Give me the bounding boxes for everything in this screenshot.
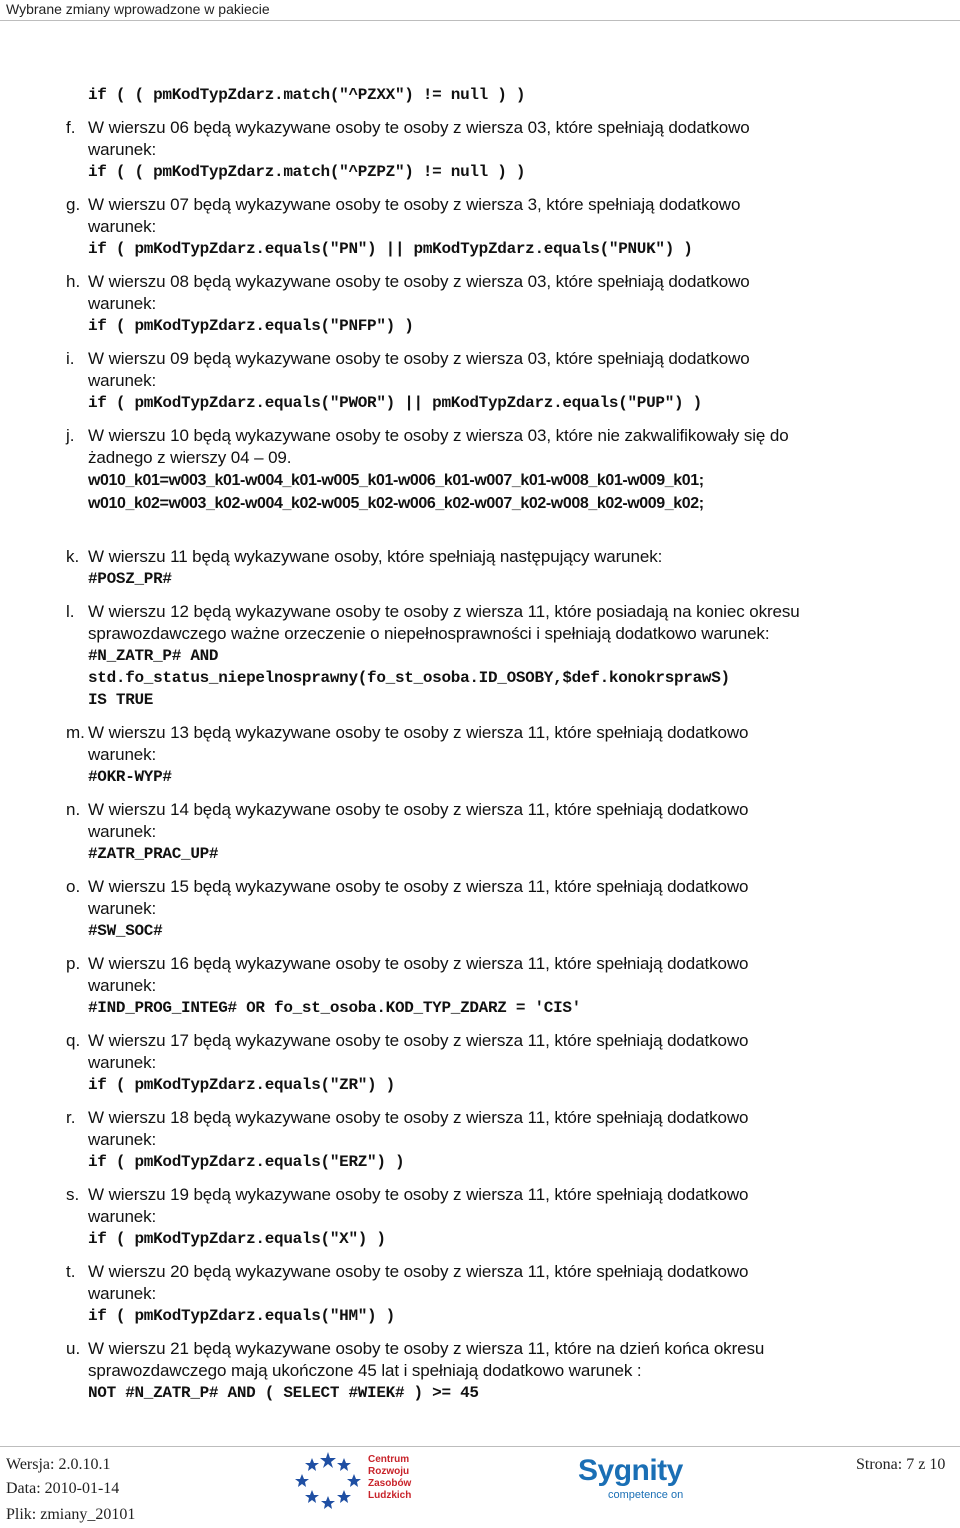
list-item-text: W wierszu 15 będą wykazywane osoby te osoby z wiersza 11, które spełniają dodatkowo xyxy=(88,877,749,896)
list-letter: h. xyxy=(66,272,81,291)
code-line: #OKR-WYP# xyxy=(88,768,172,786)
list-item-text: W wierszu 07 będą wykazywane osoby te osoby z wiersza 3, które spełniają dodatkowo xyxy=(88,195,741,214)
code-line: if ( pmKodTypZdarz.equals("PWOR") || pmKodTypZdarz.equals("PUP") ) xyxy=(88,394,702,412)
list-item-text: warunek: xyxy=(88,294,157,313)
list-letter: k. xyxy=(66,547,80,566)
list-item-text: warunek: xyxy=(88,371,157,390)
sygnity-wordmark: Sygnity xyxy=(578,1454,683,1487)
list-item-text: warunek: xyxy=(88,899,157,918)
list-item-text: warunek: xyxy=(88,140,157,159)
list-item-text: W wierszu 14 będą wykazywane osoby te osoby z wiersza 11, które spełniają dodatkowo xyxy=(88,800,749,819)
footer-version: Wersja: 2.0.10.1 xyxy=(6,1456,111,1473)
crzl-box xyxy=(368,1454,424,1506)
list-letter: l. xyxy=(66,602,75,621)
footer-divider xyxy=(0,1446,960,1447)
list-item-text: warunek: xyxy=(88,1130,157,1149)
list-item-text: W wierszu 12 będą wykazywane osoby te osoby z wiersza 11, które posiadają na koniec okresu xyxy=(88,602,800,621)
list-item-text: W wierszu 10 będą wykazywane osoby te osoby z wiersza 03, które nie zakwalifikowały się do xyxy=(88,426,789,445)
list-letter: j. xyxy=(66,426,75,445)
code-line: if ( pmKodTypZdarz.equals("HM") ) xyxy=(88,1307,395,1325)
formula-line: w010_k02=w003_k02-w004_k02-w005_k02-w006_k02-w007_k02-w008_k02-w009_k02; xyxy=(88,495,704,512)
list-letter: m. xyxy=(66,723,85,742)
list-item-text: W wierszu 11 będą wykazywane osoby, które spełniają następujący warunek: xyxy=(88,547,663,566)
list-item-text: warunek: xyxy=(88,1207,157,1226)
list-letter: r. xyxy=(66,1108,76,1127)
code-line: #ZATR_PRAC_UP# xyxy=(88,845,219,863)
crzl-text-4: Ludzkich xyxy=(368,1490,412,1501)
crzl-logo xyxy=(292,1450,432,1512)
list-item-text: sprawozdawczego ważne orzeczenie o niepełnosprawności i spełniają dodatkowo warunek: xyxy=(88,624,770,643)
list-item-text: sprawozdawczego mają ukończone 45 lat i spełniają dodatkowo warunek : xyxy=(88,1361,642,1380)
list-item-text: warunek: xyxy=(88,1053,157,1072)
list-item-text: W wierszu 08 będą wykazywane osoby te osoby z wiersza 03, które spełniają dodatkowo xyxy=(88,272,750,291)
code-line: #N_ZATR_P# AND xyxy=(88,647,219,665)
code-line: #SW_SOC# xyxy=(88,922,163,940)
list-item-text: W wierszu 19 będą wykazywane osoby te osoby z wiersza 11, które spełniają dodatkowo xyxy=(88,1185,749,1204)
list-item-text: W wierszu 09 będą wykazywane osoby te osoby z wiersza 03, które spełniają dodatkowo xyxy=(88,349,750,368)
list-item-text: W wierszu 13 będą wykazywane osoby te osoby z wiersza 11, które spełniają dodatkowo xyxy=(88,723,749,742)
footer-date: Data: 2010-01-14 xyxy=(6,1480,120,1497)
code-line: if ( pmKodTypZdarz.equals("ERZ") ) xyxy=(88,1153,405,1171)
list-item-text: W wierszu 06 będą wykazywane osoby te osoby z wiersza 03, które spełniają dodatkowo xyxy=(88,118,750,137)
code-line: IS TRUE xyxy=(88,691,154,709)
code-line: NOT #N_ZATR_P# AND ( SELECT #WIEK# ) >= 45 xyxy=(88,1384,479,1402)
list-letter: n. xyxy=(66,800,81,819)
list-letter: g. xyxy=(66,195,81,214)
sygnity-logo xyxy=(578,1454,698,1514)
crzl-text-1: Centrum xyxy=(368,1454,410,1465)
list-item-text: warunek: xyxy=(88,745,157,764)
list-letter: t. xyxy=(66,1262,76,1281)
code-line: if ( pmKodTypZdarz.equals("X") ) xyxy=(88,1230,386,1248)
code-line: if ( pmKodTypZdarz.equals("PNFP") ) xyxy=(88,317,414,335)
list-item-text: W wierszu 20 będą wykazywane osoby te osoby z wiersza 11, które spełniają dodatkowo xyxy=(88,1262,749,1281)
list-item-text: W wierszu 21 będą wykazywane osoby te osoby z wiersza 11, które na dzień końca okresu xyxy=(88,1339,765,1358)
list-letter: f. xyxy=(66,118,76,137)
code-line: std.fo_status_niepelnosprawny(fo_st_osoba.ID_OSOBY,$def.konokrsprawS) xyxy=(88,669,730,687)
formula-line: w010_k01=w003_k01-w004_k01-w005_k01-w006_k01-w007_k01-w008_k01-w009_k01; xyxy=(88,472,704,489)
code-line: if ( pmKodTypZdarz.equals("ZR") ) xyxy=(88,1076,395,1094)
crzl-text-2: Rozwoju xyxy=(368,1466,410,1477)
code-line: if ( ( pmKodTypZdarz.match("^PZPZ") != null ) ) xyxy=(88,163,526,181)
code-line: #IND_PROG_INTEG# OR fo_st_osoba.KOD_TYP_ZDARZ = 'CIS' xyxy=(88,999,581,1017)
footer-page-number: Strona: 7 z 10 xyxy=(856,1456,946,1473)
list-letter: s. xyxy=(66,1185,80,1204)
code-line: if ( ( pmKodTypZdarz.match("^PZXX") != null ) ) xyxy=(88,86,526,104)
code-line: #POSZ_PR# xyxy=(88,570,172,588)
crzl-text-3: Zasobów xyxy=(368,1478,412,1489)
list-item-text: W wierszu 17 będą wykazywane osoby te osoby z wiersza 11, które spełniają dodatkowo xyxy=(88,1031,749,1050)
list-letter: o. xyxy=(66,877,81,896)
list-letter: i. xyxy=(66,349,75,368)
list-item-text: W wierszu 16 będą wykazywane osoby te osoby z wiersza 11, które spełniają dodatkowo xyxy=(88,954,749,973)
code-line: if ( pmKodTypZdarz.equals("PN") || pmKodTypZdarz.equals("PNUK") ) xyxy=(88,240,693,258)
list-item-text: warunek: xyxy=(88,217,157,236)
eu-stars-icon xyxy=(292,1450,364,1512)
list-letter: q. xyxy=(66,1031,81,1050)
page-footer xyxy=(0,1444,960,1528)
list-item-text: warunek: xyxy=(88,822,157,841)
sygnity-tagline: competence on xyxy=(608,1489,684,1501)
list-letter: u. xyxy=(66,1339,81,1358)
page-header xyxy=(0,0,960,21)
list-letter: p. xyxy=(66,954,81,973)
footer-file: Plik: zmiany_20101 xyxy=(6,1506,136,1523)
list-item-text: warunek: xyxy=(88,1284,157,1303)
list-item-text: W wierszu 18 będą wykazywane osoby te osoby z wiersza 11, które spełniają dodatkowo xyxy=(88,1108,749,1127)
list-item-text: żadnego z wierszy 04 – 09. xyxy=(88,448,292,467)
header-title: Wybrane zmiany wprowadzone w pakiecie xyxy=(6,1,270,17)
list-item-text: warunek: xyxy=(88,976,157,995)
